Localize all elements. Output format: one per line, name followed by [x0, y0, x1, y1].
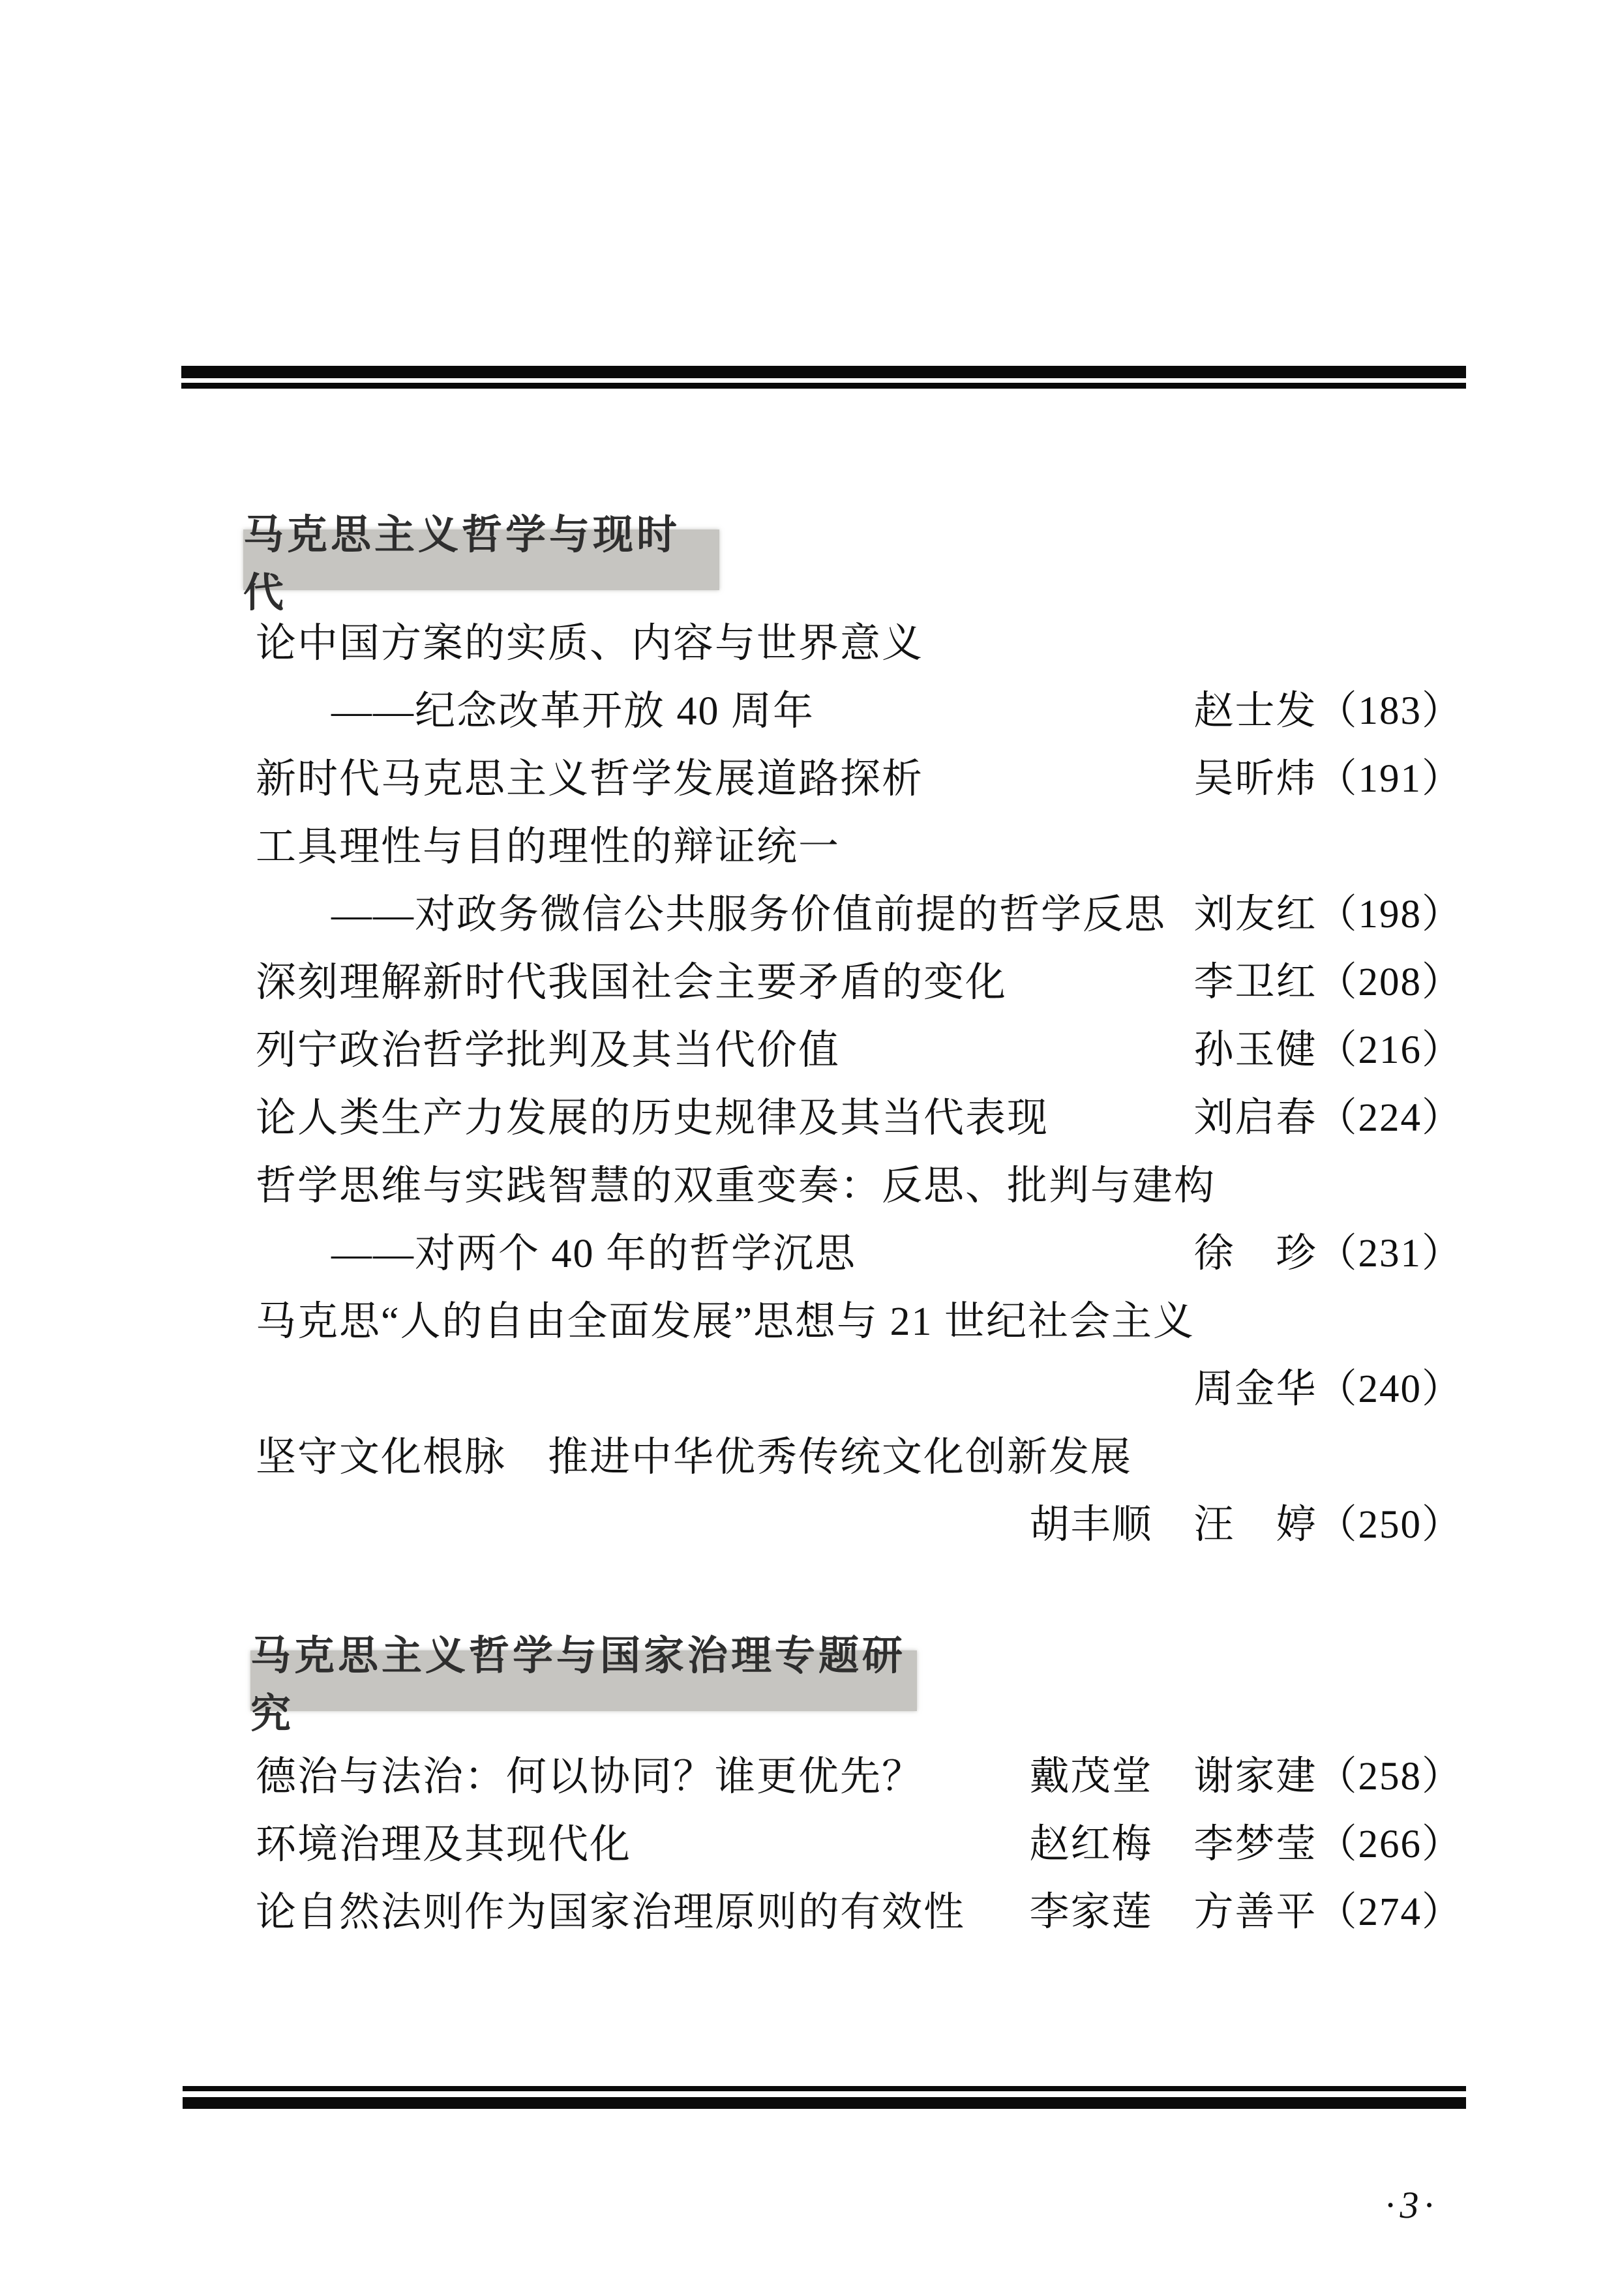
bottom-rule-thin-bar: [183, 2086, 1466, 2091]
entry-authors-page: [1193, 679, 1463, 736]
entry-pageno: （216）: [1317, 1028, 1463, 1072]
top-rule-thick-bar: [181, 366, 1466, 378]
entry-subtitle: ——对政务微信公共服务价值前提的哲学反思: [331, 892, 1167, 937]
bottom-double-rule: [183, 2086, 1466, 2109]
entry-title: 工具理性与目的理性的辩证统一: [256, 824, 841, 869]
toc-entry: [256, 741, 1463, 809]
entry-title: 列宁政治哲学批判及其当代价值: [256, 1028, 841, 1073]
entry-authors-page: [1193, 1018, 1463, 1075]
toc-entry: [256, 1283, 1463, 1351]
entry-title: 论人类生产力发展的历史规律及其当代表现: [256, 1096, 1049, 1141]
entry-subtitle: ——对两个 40 年的哲学沉思: [331, 1231, 857, 1276]
entry-title: 环境治理及其现代化: [256, 1822, 632, 1867]
toc-entry: [256, 605, 1463, 673]
entry-authors: 周金华: [1193, 1367, 1317, 1411]
entry-authors-page: [1193, 882, 1463, 939]
entry-authors-page: [1193, 1357, 1463, 1414]
entry-authors-page: [1029, 1812, 1463, 1869]
entry-authors-page: [1193, 1086, 1463, 1142]
entry-authors-page: [1193, 1221, 1463, 1278]
toc-entry: [256, 944, 1463, 1012]
entry-authors: 孙玉健: [1193, 1028, 1317, 1072]
entry-pageno: （198）: [1317, 892, 1463, 936]
entry-pageno: （208）: [1317, 960, 1463, 1004]
toc-entry-authors-only: [256, 1487, 1463, 1555]
entry-authors: 胡丰顺 汪 婷: [1029, 1502, 1317, 1547]
entry-pageno: （274）: [1317, 1890, 1463, 1934]
toc-entry-authors-only: [256, 1351, 1463, 1419]
section-header-label: 马克思主义哲学与国家治理专题研究: [250, 1633, 906, 1737]
section-header-marxist-philosophy-and-modern-era: [243, 512, 719, 616]
toc-entry: [256, 1012, 1463, 1080]
entry-title: 德治与法治：何以协同？谁更优先？: [256, 1754, 924, 1799]
toc-entry: [256, 1874, 1463, 1942]
toc-entry: [256, 1419, 1463, 1487]
entry-authors: 李卫红: [1193, 960, 1317, 1004]
entry-authors-page: [1029, 1493, 1463, 1549]
section-header-label: 马克思主义哲学与现时代: [243, 512, 681, 616]
entry-authors: 赵红梅 李梦莹: [1029, 1822, 1317, 1866]
toc-entry: [256, 1738, 1463, 1806]
entry-authors: 戴茂堂 谢家建: [1029, 1754, 1317, 1798]
entry-pageno: （183）: [1317, 689, 1463, 733]
entry-title: 哲学思维与实践智慧的双重变奏：反思、批判与建构: [256, 1163, 1216, 1208]
entry-title: 马克思“人的自由全面发展”思想与 21 世纪社会主义: [256, 1299, 1195, 1344]
entry-authors: 赵士发: [1193, 689, 1317, 733]
entry-pageno: （224）: [1317, 1096, 1463, 1140]
section-header-marxist-philosophy-and-state-governance: [250, 1633, 917, 1737]
entry-authors: 吴昕炜: [1193, 756, 1317, 801]
toc-entry: [256, 809, 1463, 876]
entry-title: 论自然法则作为国家治理原则的有效性: [256, 1890, 966, 1935]
top-double-rule: [181, 366, 1466, 389]
entry-pageno: （258）: [1317, 1754, 1463, 1798]
entry-authors-page: [1029, 1744, 1463, 1801]
toc-entry: [256, 1806, 1463, 1874]
entry-pageno: （231）: [1317, 1231, 1463, 1275]
entry-pageno: （191）: [1317, 756, 1463, 801]
entry-authors: 徐 珍: [1193, 1231, 1317, 1275]
toc-entry: [256, 1148, 1463, 1215]
entry-pageno: （250）: [1317, 1502, 1463, 1547]
entry-title: 坚守文化根脉 推进中华优秀传统文化创新发展: [256, 1435, 1133, 1480]
toc-entry: [256, 1080, 1463, 1148]
entry-title: 新时代马克思主义哲学发展道路探析: [256, 756, 924, 801]
entry-title: 论中国方案的实质、内容与世界意义: [256, 621, 924, 666]
entry-subtitle: ——纪念改革开放 40 周年: [331, 689, 815, 734]
toc-list-section-2: [256, 1738, 1463, 1942]
page-number: ·3·: [1385, 2184, 1439, 2226]
entry-authors-page: [1193, 950, 1463, 1007]
entry-authors: 李家莲 方善平: [1029, 1890, 1317, 1934]
entry-authors-page: [1193, 747, 1463, 803]
toc-entry: [256, 1215, 1463, 1283]
toc-list-section-1: [256, 605, 1463, 1555]
toc-entry: [256, 876, 1463, 944]
top-rule-thin-bar: [181, 383, 1466, 389]
entry-pageno: （240）: [1317, 1367, 1463, 1411]
entry-pageno: （266）: [1317, 1822, 1463, 1866]
entry-authors: 刘友红: [1193, 892, 1317, 936]
entry-authors-page: [1029, 1880, 1463, 1937]
entry-title: 深刻理解新时代我国社会主要矛盾的变化: [256, 960, 1008, 1005]
bottom-rule-thick-bar: [183, 2097, 1466, 2109]
entry-authors: 刘启春: [1193, 1096, 1317, 1140]
toc-entry: [256, 673, 1463, 741]
